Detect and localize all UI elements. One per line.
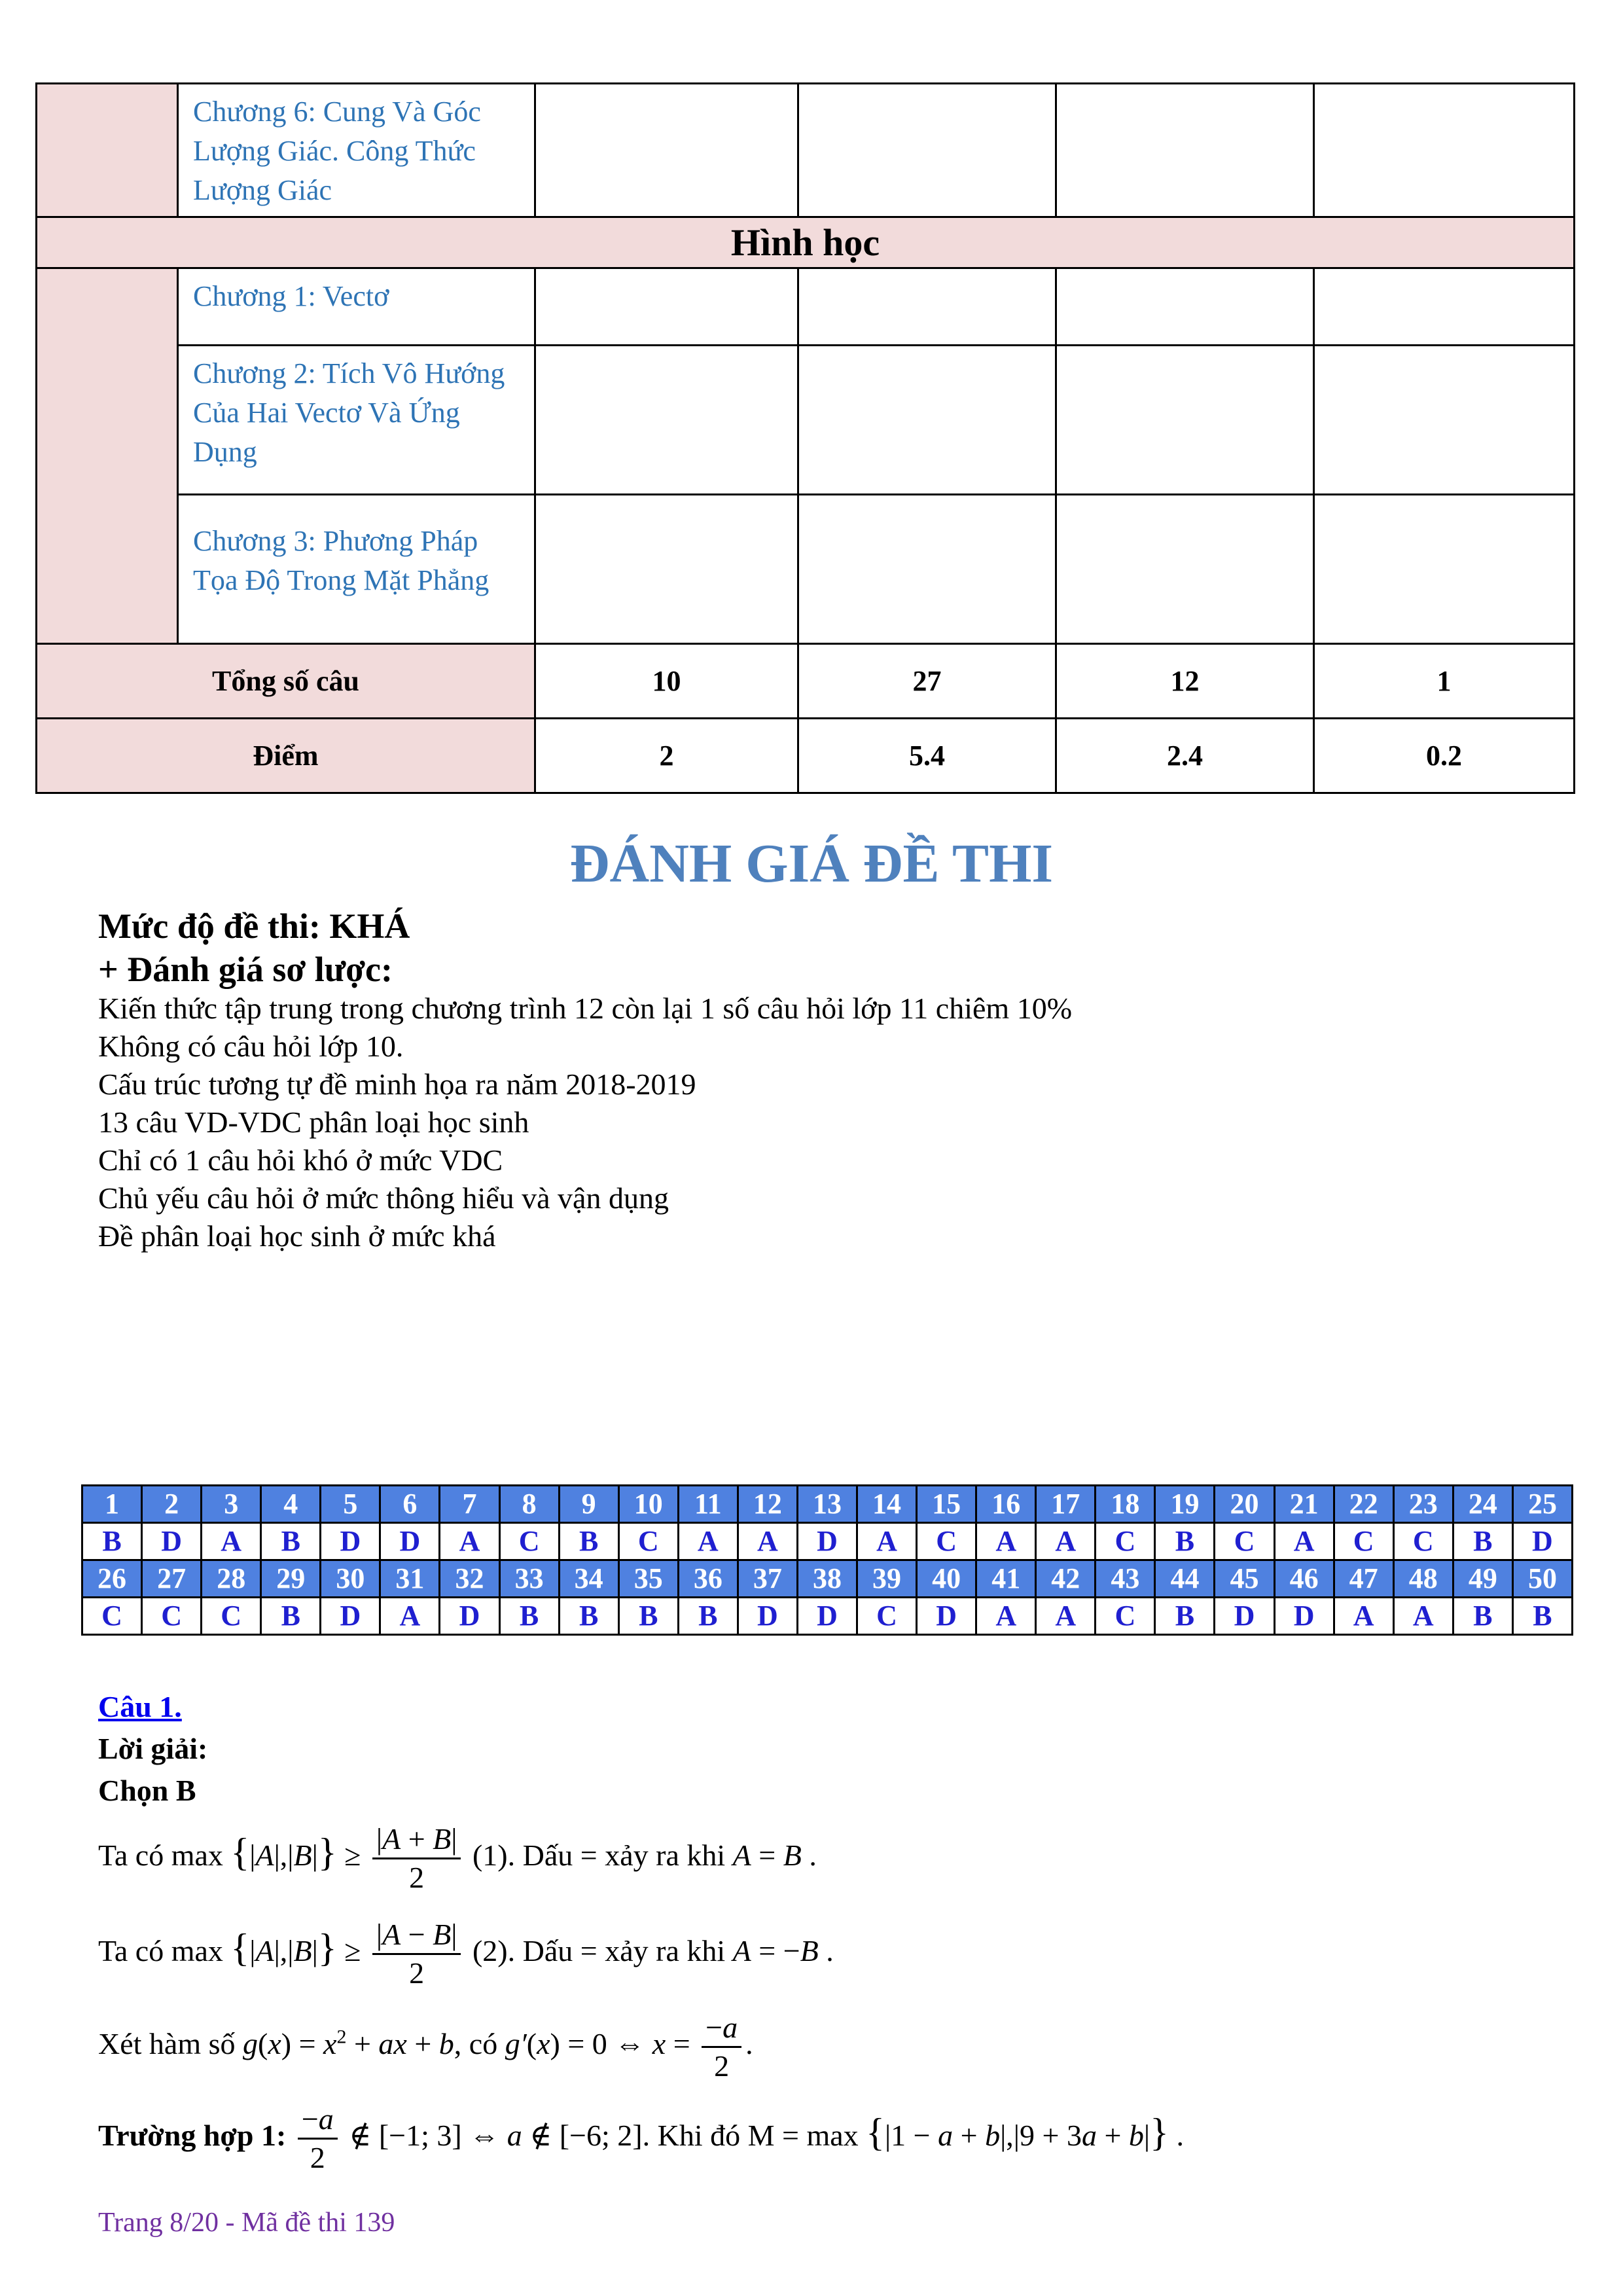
key-answer-cell: B [1453, 1598, 1512, 1635]
key-answer-cell: A [1393, 1598, 1453, 1635]
key-number-cell: 28 [202, 1560, 261, 1598]
key-number-cell: 34 [559, 1560, 618, 1598]
key-number-cell: 40 [917, 1560, 976, 1598]
key-number-cell: 48 [1393, 1560, 1453, 1598]
key-number-cell: 23 [1393, 1486, 1453, 1523]
evaluation-notes [98, 990, 1072, 1255]
key-number-cell: 39 [857, 1560, 917, 1598]
score-label: Điểm [37, 719, 535, 793]
line-text: . Khi đó M = max [642, 2119, 859, 2153]
topic-cell [37, 268, 178, 644]
note-line: Không có câu hỏi lớp 10. [98, 1030, 404, 1063]
key-number-cell: 22 [1334, 1486, 1393, 1523]
key-answer-cell: C [857, 1598, 917, 1635]
key-answer-cell: C [618, 1523, 678, 1560]
key-answer-cell: D [321, 1598, 380, 1635]
line-text: Xét hàm số [98, 2027, 236, 2061]
key-number-cell: 5 [321, 1486, 380, 1523]
key-number-cell: 29 [261, 1560, 321, 1598]
chapter-cell: Chương 3: Phương Pháp Tọa Độ Trong Mặt Phẳng [178, 495, 535, 644]
empty-cell [1314, 84, 1575, 217]
key-answer-cell: B [1512, 1598, 1572, 1635]
key-number-cell: 25 [1512, 1486, 1572, 1523]
empty-cell [798, 346, 1056, 495]
key-answer-cell: B [1155, 1598, 1215, 1635]
key-number-cell: 43 [1096, 1560, 1155, 1598]
key-number-cell: 20 [1215, 1486, 1274, 1523]
key-answer-cell: A [380, 1598, 440, 1635]
key-answer-cell: D [917, 1598, 976, 1635]
key-number-cell: 41 [976, 1560, 1036, 1598]
key-answer-cell: D [380, 1523, 440, 1560]
key-answer-cell: A [678, 1523, 738, 1560]
score-value: 2 [535, 719, 798, 793]
key-number-cell: 11 [678, 1486, 738, 1523]
key-number-cell: 46 [1274, 1560, 1334, 1598]
line-text: Ta có max [98, 1839, 223, 1873]
key-answer-cell: D [142, 1523, 202, 1560]
key-number-cell: 42 [1036, 1560, 1096, 1598]
difficulty-level: Mức độ đề thi: KHÁ [98, 906, 410, 946]
line-text: Ta có max [98, 1934, 223, 1968]
total-value: 10 [535, 644, 798, 719]
line-text: . Dấu = xảy ra khi [507, 1934, 726, 1968]
key-answer-cell: A [1334, 1598, 1393, 1635]
note-line: Chủ yếu câu hỏi ở mức thông hiểu và vận dụng [98, 1181, 669, 1215]
key-number-cell: 32 [440, 1560, 499, 1598]
key-number-cell: 47 [1334, 1560, 1393, 1598]
solution-case-1: Trường hợp 1: $\frac{-a}{2}$ ∉ [−1; 3] ⇔ a ∉ [−6; 2]. Khi đó M = max {|1 − a + b|,|9 + 3a + b|} . [98, 2102, 1184, 2174]
key-number-cell: 35 [618, 1560, 678, 1598]
key-answer-cell: B [499, 1598, 559, 1635]
empty-cell [798, 84, 1056, 217]
key-number-cell: 6 [380, 1486, 440, 1523]
key-answer-cell: D [321, 1523, 380, 1560]
key-number-cell: 3 [202, 1486, 261, 1523]
empty-cell [1056, 346, 1314, 495]
key-number-cell: 50 [1512, 1560, 1572, 1598]
key-number-cell: 27 [142, 1560, 202, 1598]
key-answer-cell: B [1155, 1523, 1215, 1560]
key-answer-cell: C [1334, 1523, 1393, 1560]
key-number-cell: 7 [440, 1486, 499, 1523]
note-line: Cấu trúc tương tự đề minh họa ra năm 2018-2019 [98, 1067, 696, 1101]
empty-cell [1314, 346, 1575, 495]
key-number-cell: 4 [261, 1486, 321, 1523]
key-number-cell: 21 [1274, 1486, 1334, 1523]
key-answer-cell: A [1274, 1523, 1334, 1560]
key-answer-cell: D [738, 1598, 797, 1635]
key-answer-cell: B [261, 1598, 321, 1635]
score-value: 5.4 [798, 719, 1056, 793]
brief-heading: + Đánh giá sơ lược: [98, 950, 393, 989]
key-number-cell: 8 [499, 1486, 559, 1523]
chapter-cell: Chương 2: Tích Vô Hướng Của Hai Vectơ Và Ứng Dụng [178, 346, 535, 495]
key-number-cell: 19 [1155, 1486, 1215, 1523]
key-answer-cell: B [678, 1598, 738, 1635]
key-answer-cell: B [82, 1523, 142, 1560]
evaluation-title: ĐÁNH GIÁ ĐỀ THI [569, 833, 1054, 894]
empty-cell [798, 268, 1056, 346]
key-answer-cell: B [618, 1598, 678, 1635]
key-answer-cell: D [797, 1598, 857, 1635]
key-number-cell: 12 [738, 1486, 797, 1523]
key-answer-cell: C [1215, 1523, 1274, 1560]
key-answer-cell: A [440, 1523, 499, 1560]
key-answer-cell: D [1512, 1523, 1572, 1560]
key-number-cell: 16 [976, 1486, 1036, 1523]
key-answer-cell: B [261, 1523, 321, 1560]
note-line: Chỉ có 1 câu hỏi khó ở mức VDC [98, 1143, 503, 1177]
key-answer-cell: C [499, 1523, 559, 1560]
total-value: 27 [798, 644, 1056, 719]
key-answer-cell: B [559, 1598, 618, 1635]
page-footer: Trang 8/20 - Mã đề thi 139 [98, 2208, 395, 2238]
topic-cell [37, 84, 178, 217]
key-number-cell: 10 [618, 1486, 678, 1523]
empty-cell [1314, 495, 1575, 644]
empty-cell [1056, 84, 1314, 217]
case-label: Trường hợp 1: [98, 2119, 287, 2153]
empty-cell [535, 346, 798, 495]
key-answer-cell: C [1096, 1598, 1155, 1635]
key-number-cell: 37 [738, 1560, 797, 1598]
key-number-cell: 45 [1215, 1560, 1274, 1598]
note-line: Đề phân loại học sinh ở mức khá [98, 1219, 496, 1253]
key-number-cell: 44 [1155, 1560, 1215, 1598]
note-line: Kiến thức tập trung trong chương trình 12 còn lại 1 số câu hỏi lớp 11 chiêm 10% [98, 992, 1073, 1025]
note-line: 13 câu VD-VDC phân loại học sinh [98, 1105, 529, 1139]
key-number-cell: 15 [917, 1486, 976, 1523]
key-number-cell: 38 [797, 1560, 857, 1598]
key-number-cell: 33 [499, 1560, 559, 1598]
total-label: Tổng số câu [37, 644, 535, 719]
key-answer-cell: A [1036, 1523, 1096, 1560]
key-number-cell: 2 [142, 1486, 202, 1523]
key-answer-cell: C [1096, 1523, 1155, 1560]
section-header: Hình học [37, 217, 1575, 268]
empty-cell [1056, 268, 1314, 346]
key-number-cell: 31 [380, 1560, 440, 1598]
score-value: 0.2 [1314, 719, 1575, 793]
key-answer-cell: D [440, 1598, 499, 1635]
key-answer-cell: C [142, 1598, 202, 1635]
key-answer-cell: A [976, 1598, 1036, 1635]
key-number-cell: 26 [82, 1560, 142, 1598]
empty-cell [535, 495, 798, 644]
key-number-cell: 17 [1036, 1486, 1096, 1523]
key-number-cell: 18 [1096, 1486, 1155, 1523]
key-answer-cell: C [82, 1598, 142, 1635]
chapter-cell: Chương 1: Vectơ [178, 268, 535, 346]
empty-cell [535, 84, 798, 217]
line-text: . Dấu = xảy ra khi [507, 1839, 726, 1873]
chosen-answer: Chọn B [98, 1774, 196, 1807]
key-number-cell: 36 [678, 1560, 738, 1598]
empty-cell [1314, 268, 1575, 346]
key-answer-cell: B [1453, 1523, 1512, 1560]
line-text: , có [454, 2027, 498, 2061]
empty-cell [535, 268, 798, 346]
key-number-cell: 14 [857, 1486, 917, 1523]
key-answer-cell: D [1215, 1598, 1274, 1635]
score-value: 2.4 [1056, 719, 1314, 793]
total-value: 1 [1314, 644, 1575, 719]
key-number-cell: 13 [797, 1486, 857, 1523]
key-number-cell: 49 [1453, 1560, 1512, 1598]
solution-line-1: Ta có max {|A|,|B|} ≥ $\frac{|A + B|}{2}$ (1). Dấu = xảy ra khi A = B . [98, 1822, 817, 1894]
key-answer-cell: D [1274, 1598, 1334, 1635]
exam-matrix-table [35, 82, 1575, 794]
key-answer-cell: C [202, 1598, 261, 1635]
solution-line-3: Xét hàm số $g(x) = x^2$ + ax + b, có g′(x) = 0 ⇔ x = $\frac{-a}{2}$ . [98, 2011, 753, 2083]
key-number-cell: 1 [82, 1486, 142, 1523]
key-number-cell: 24 [1453, 1486, 1512, 1523]
key-answer-cell: A [202, 1523, 261, 1560]
key-answer-cell: A [1036, 1598, 1096, 1635]
key-answer-cell: C [917, 1523, 976, 1560]
key-number-cell: 30 [321, 1560, 380, 1598]
key-answer-cell: A [976, 1523, 1036, 1560]
answer-key-table [81, 1484, 1573, 1636]
key-answer-cell: A [738, 1523, 797, 1560]
question-link[interactable]: Câu 1. [98, 1690, 182, 1723]
empty-cell [798, 495, 1056, 644]
key-answer-cell: A [857, 1523, 917, 1560]
key-answer-cell: D [797, 1523, 857, 1560]
solution-line-2: Ta có max {|A|,|B|} ≥ $\frac{|A - B|}{2}$ (2). Dấu = xảy ra khi A = −B . [98, 1918, 834, 1990]
key-answer-cell: C [1393, 1523, 1453, 1560]
empty-cell [1056, 495, 1314, 644]
chapter-cell: Chương 6: Cung Và Góc Lượng Giác. Công Thức Lượng Giác [178, 84, 535, 217]
solution-label: Lời giải: [98, 1732, 208, 1765]
key-number-cell: 9 [559, 1486, 618, 1523]
total-value: 12 [1056, 644, 1314, 719]
key-answer-cell: B [559, 1523, 618, 1560]
